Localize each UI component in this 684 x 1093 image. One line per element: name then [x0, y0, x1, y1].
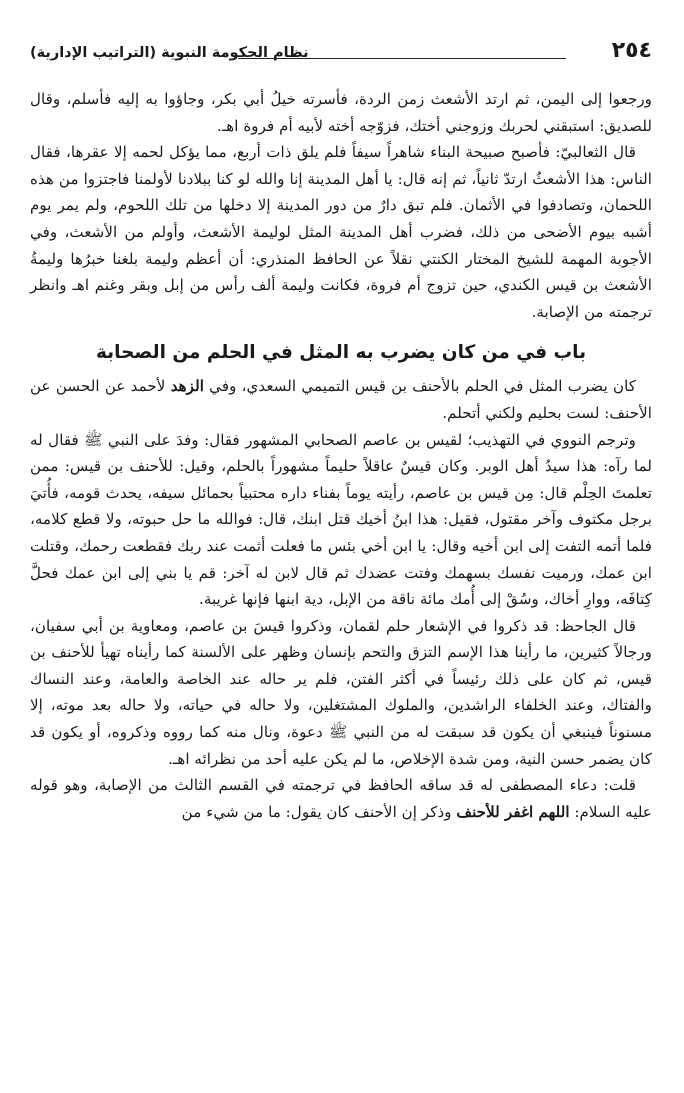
paragraph-qultu-text-a: قلت: دعاء المصطفى له قد ساقه الحافظ في ترجمته في القسم الثالث من الإصابة، وهو قوله عليه السلام: [30, 776, 652, 821]
header-rule [238, 58, 566, 59]
paragraph-thaalibi: قال الثعالبيّ: فأصبح صبيحة البناء شاهراً سيفاً فلم يلق ذات أربع، مما يؤكل لحمه إلا عقرها، فقال الناس: هذا الأشعثُ ارتدّ ثانياً، ثم إنه قال: يا أهل المدينة إنا والله لو كنا ببلادنا لأولمنا فاجتزوا من هذه اللحمان، وتصادفوا في الأثمان. فلم تبق دارٌ من دور المدينة إلا دخلها من تلك اللحوم، ولم يمر يوم أشبه بيوم الأضحى من ذلك، فضرب أهل المدينة المثل لوليمة الأشعث، وأولم من الأشعث، وفي الأجوبة المهمة للشيخ المختار الكنتي نقلاً عن الحافظ المنذري: أن أعظم وليمة بلغنا خبرُها وليمةُ الأشعث بن قيس الكندي، حين تزوج أم فروة، فكانت وليمة ألف رأس من إبل وبقر وغنم اهـ وانظر ترجمته من الإصابة. [30, 143, 652, 321]
paragraph-jahiz: قال الجاحظ: قد ذكروا في الإشعار حلم لقمان، وذكروا قيسَ بن عاصم، ومعاوية بن أبي سفيان، ورجالاً كثيرين، ما رأينا هذا الإسم التزق والتحم بإنسان وظهر على الألسنة كما رأيناه تهيأ للأحنف بن قيس، ثم كان على ذلك رئيساً في أكثر الفتن، فلم ير حاله عند الخاصة والعامة، وعند النساك والفتاك، وعند الخلفاء الراشدين، والملوك المشتغلين، ولا حاله في حياته، ولا حاله بعد موته، إلا مسنوناً فينبغي أن يكون قد سبقت له من النبي ﷺ دعوة، ونال منه كما رووه وذكروه، أو يكون قد كان يضمر حسن النية، ومن شدة الإخلاص، ما لم يكن عليه أحد من نظرائه اهـ. [30, 616, 652, 768]
page-body [30, 86, 652, 825]
book-page [30, 30, 652, 1080]
page-header [30, 30, 652, 64]
book-title-zuhd: الزهد [170, 377, 204, 396]
paragraph-ahnaf-text-a: كان يضرب المثل في الحلم بالأحنف بن قيس التميمي السعدي، وفي [209, 377, 637, 396]
prayer-quote: اللهم اغفر للأحنف [456, 802, 570, 821]
paragraph-qultu [30, 772, 652, 825]
paragraph-continuation: ورجعوا إلى اليمن، ثم ارتد الأشعث زمن الردة، فأسرته خيلُ أبي بكر، وجاؤوا به إليه فأسلم، وقال للصديق: استبقني لحربك وزوجني أختك، فزوّجه أخته لأبيه أم فروة اهـ. [30, 90, 652, 135]
paragraph-ahnaf-text-b: لأحمد عن الحسن عن الأحنف: لست بحليم ولكني أتحلم. [30, 377, 652, 422]
running-title: نظام الحكومة النبوية (التراتيب الإدارية) [30, 44, 309, 61]
page-number: ٢٥٤ [611, 38, 652, 63]
paragraph-qultu-text-b: وذكر إن الأحنف كان يقول: ما من شيء من [181, 802, 452, 821]
section-heading: باب في من كان يضرب به المثل في الحلم من الصحابة [95, 342, 587, 364]
paragraph-nawawi: وترجم النووي في التهذيب؛ لقيس بن عاصم الصحابي المشهور فقال: وفدَ على النبي ﷺ فقال له لما رآه: هذا سيدُ أهل الوبر. وكان قيسٌ عاقلاً حليماً مشهوراً بالحلم، وقيل: للأحنف بن قيس: ممن تعلمتَ الحِلْم قال: مِن قيس بن عاصم، رأيته يوماً بفناء داره محتبياً بحمائل سيفه، يحدث قومه، فأُتيَ برجل مكتوف وآخر مقتول، فقيل: هذا ابنُ أخيك قتل ابنك، قال: فوالله ما حل حبوته، ولا قطع كلامه، فلما أتمه التفت إلى ابن أخيه وقال: يا ابن أخي بئس ما فعلت أثمت عند ربك فقطعت رحمك، وقتلت ابن عمك، ورميت نفسك بسهمك وفتت عضدك ثم قال لابن له آخر: قم يا بني إلى ابن عمك فحلَّ كِتافَه، ووارِ أخاك، وسُقْ إلى أُمك مائة ناقة من الإبل، دية ابنها فإنها غريبة. [30, 430, 652, 609]
paragraph-ahnaf [30, 373, 652, 426]
